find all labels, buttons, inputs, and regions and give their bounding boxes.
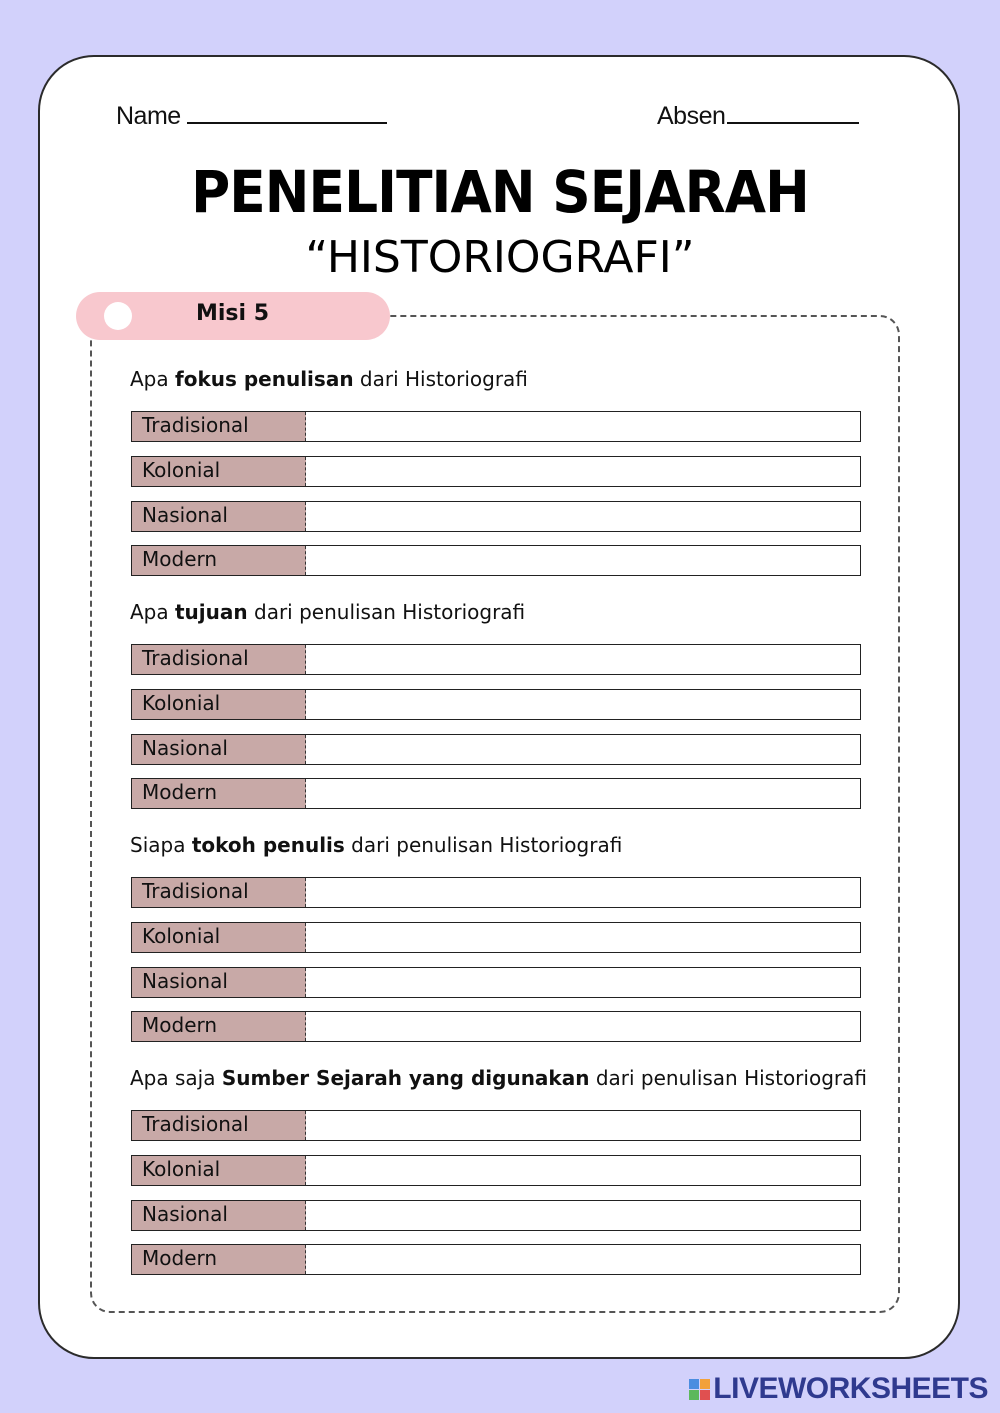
answer-input[interactable] [306,923,860,952]
answer-row-label: Tradisional [132,645,306,674]
question-text [130,367,528,391]
question-prefix: Apa [130,600,175,624]
question-suffix: dari penulisan Historiografi [247,600,526,624]
answer-input[interactable] [306,1201,860,1230]
answer-row-label: Kolonial [132,1156,306,1185]
answer-row-label: Nasional [132,968,306,997]
question-text [130,833,622,857]
answer-input[interactable] [306,457,860,486]
question-prefix: Apa [130,367,175,391]
answer-input[interactable] [306,735,860,764]
mission-dot-icon [104,302,132,330]
answer-row [131,689,861,720]
absen-label: Absen [657,102,726,130]
answer-input[interactable] [306,1111,860,1140]
answer-row-label: Nasional [132,502,306,531]
answer-input[interactable] [306,1156,860,1185]
question-keyword: Sumber Sejarah yang digunakan [221,1066,590,1090]
mission-pill [76,292,390,340]
answer-row [131,778,861,809]
name-field [116,100,387,131]
answer-input[interactable] [306,690,860,719]
answer-row-label: Kolonial [132,457,306,486]
answer-input[interactable] [306,546,860,575]
answer-row-label: Nasional [132,735,306,764]
absen-blank [727,100,859,124]
liveworksheets-logo [689,1372,988,1406]
answer-row-label: Modern [132,779,306,808]
answer-row-label: Nasional [132,1201,306,1230]
name-blank [187,100,387,124]
question-keyword: fokus penulisan [175,367,354,391]
answer-row [131,456,861,487]
answer-input[interactable] [306,1012,860,1041]
logo-grid-icon [689,1379,710,1400]
answer-row [131,1200,861,1231]
answer-input[interactable] [306,645,860,674]
answer-row [131,1011,861,1042]
answer-row-label: Modern [132,1012,306,1041]
answer-row [131,1244,861,1275]
answer-input[interactable] [306,779,860,808]
answer-row-label: Tradisional [132,878,306,907]
answer-row [131,644,861,675]
question-suffix: dari penulisan Historiografi [589,1066,867,1090]
question-keyword: tujuan [175,600,248,624]
mission-label: Misi 5 [196,301,270,326]
question-text [130,600,525,624]
answer-row [131,501,861,532]
answer-row-label: Tradisional [132,412,306,441]
answer-row [131,1155,861,1186]
question-prefix: Apa saja [130,1066,222,1090]
answer-row-label: Tradisional [132,1111,306,1140]
answer-input[interactable] [306,1245,860,1274]
question-text [130,1066,867,1090]
answer-row [131,545,861,576]
answer-input[interactable] [306,412,860,441]
page-subtitle: “HISTORIOGRAFI” [305,232,695,283]
question-keyword: tokoh penulis [191,833,345,857]
answer-input[interactable] [306,878,860,907]
answer-input[interactable] [306,502,860,531]
answer-row-label: Modern [132,1245,306,1274]
answer-row [131,967,861,998]
answer-row [131,877,861,908]
brand-text: LIVEWORKSHEETS [713,1372,988,1405]
answer-row [131,734,861,765]
answer-input[interactable] [306,968,860,997]
name-label: Name [116,102,181,130]
answer-row-label: Kolonial [132,923,306,952]
question-suffix: dari Historiografi [353,367,528,391]
page-title: PENELITIAN SEJARAH [191,158,809,226]
question-suffix: dari penulisan Historiografi [344,833,623,857]
answer-row-label: Modern [132,546,306,575]
answer-row-label: Kolonial [132,690,306,719]
question-prefix: Siapa [130,833,192,857]
absen-field [657,100,859,131]
answer-row [131,922,861,953]
answer-row [131,411,861,442]
answer-row [131,1110,861,1141]
